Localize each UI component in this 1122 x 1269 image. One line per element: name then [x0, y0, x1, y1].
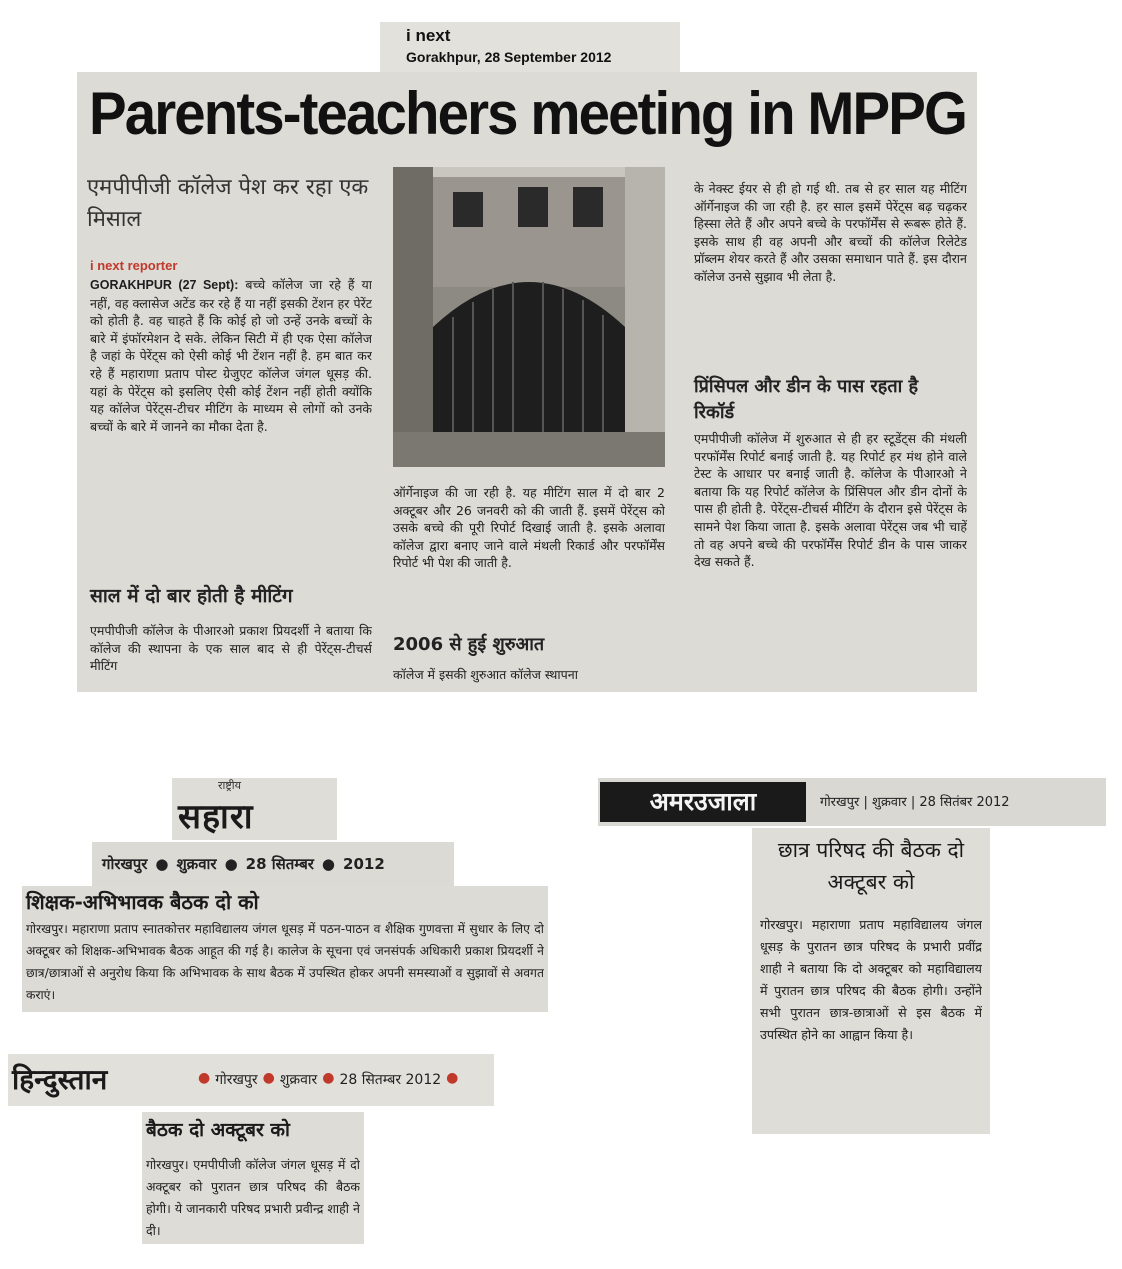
sahara-article-clip — [22, 886, 548, 1012]
sahara-bullet-icon: ● — [321, 855, 336, 873]
sahara-logo: सहारा — [178, 797, 254, 837]
inext-masthead-clip — [380, 22, 680, 74]
inext-article-clip — [77, 72, 977, 692]
inext-subhead: एमपीपीजी कॉलेज पेश कर रहा एक मिसाल — [87, 175, 369, 232]
inext-col3-heading: प्रिंसिपल और डीन के पास रहता है रिकॉर्ड — [694, 376, 919, 423]
hindustan-body: गोरखपुर। एमपीपीजी कॉलेज जंगल धूसड़ में दो अक्टूबर को पुरातन छात्र परिषद की बैठक होगी। ये जानकारी परिषद प्रभारी प्रवीन्द्र शाही ने दी। — [146, 1157, 360, 1238]
bullet-icon: ● — [262, 1070, 275, 1086]
hindustan-city: गोरखपुर — [215, 1072, 258, 1088]
sahara-body: गोरखपुर। महाराणा प्रताप स्नातकोत्तर महाविद्यालय जंगल धूसड़ में पठन-पाठन व शैक्षिक गुणवत्ता में सुधार के लिए दो अक्टूबर को शिक्षक-अभिभावक बैठक आहूत की गई है। कालेज के सूचना एवं जनसंपर्क अधिकारी प्रकाश प्रियदर्शी ने छात्र/छात्राओं से अनुरोध किया कि अभिभावक के साथ बैठक में उपस्थित होकर अपनी समस्याओं व सुझावों से अवगत कराएं। — [26, 922, 544, 1002]
inext-col3-body: के नेक्स्ट ईयर से ही हो गई थी. तब से हर साल यह मीटिंग ऑर्गेनाइज की जा रही है. हर साल इसमें पेरेंट्स बढ़ चढ़कर हिस्सा लेते हैं और अपने बच्चे के परफॉर्मेंस से रूबरू होते हैं. इसके साथ ही वह अपनी और बच्चों की कॉलेज रिलेटेड प्रॉब्लम शेयर करते हैं और उसका समाधान पाते हैं. इस दौरान कॉलेज उनसे सुझाव भी लेता है. — [694, 181, 967, 284]
hindustan-date: 28 सितम्बर 2012 — [339, 1072, 442, 1088]
amarujala-masthead-clip — [598, 778, 1106, 826]
amarujala-headline: छात्र परिषद की बैठक दो अक्टूबर को — [777, 838, 965, 894]
sahara-logo-clip — [172, 778, 337, 840]
sahara-day: शुक्रवार — [176, 855, 217, 873]
hindustan-logo: हिन्दुस्तान — [12, 1063, 108, 1096]
bullet-icon: ● — [198, 1070, 211, 1086]
inext-brand: i next — [406, 26, 451, 45]
inext-col2-body: ऑर्गेनाइज की जा रही है. यह मीटिंग साल में दो बार 2 अक्टूबर और 26 जनवरी को की जाती हैं. इसमें पेरेंट्स को उसके बच्चे की पूरी रिपोर्ट दिखाई जाती है. इसके अलावा कॉलेज द्वारा बनाए जाने वाले मंथली रिकार्ड और परफॉर्मेंस रिपोर्ट भी पेश की जाती है. — [393, 485, 665, 571]
amarujala-body: गोरखपुर। महाराणा प्रताप महाविद्यालय जंगल धूसड़ के पुरातन छात्र परिषद के प्रभारी प्रवींद्र शाही ने बताया कि दो अक्टूबर को महाविद्यालय में पुरातन छात्र परिषद की बैठक होगी। उन्होंने सभी पुरातन छात्र-छात्राओं से इस बैठक में उपस्थित होने का आह्वान किया है। — [760, 917, 982, 1042]
college-gate-photo — [393, 167, 665, 467]
inext-col1-heading: साल में दो बार होती है मीटिंग — [90, 585, 293, 607]
inext-col2-body2: कॉलेज में इसकी शुरुआत कॉलेज स्थापना — [393, 667, 578, 682]
sahara-bullet-icon: ● — [155, 855, 169, 873]
hindustan-dateline — [198, 1070, 458, 1089]
bullet-icon: ● — [322, 1070, 335, 1086]
amarujala-dateline: गोरखपुर | शुक्रवार | 28 सितंबर 2012 — [820, 795, 1010, 810]
sahara-year: 2012 — [343, 855, 385, 873]
inext-col1-text — [90, 276, 372, 548]
sahara-bullet-icon: ● — [224, 855, 238, 873]
sahara-headline: शिक्षक-अभिभावक बैठक दो को — [26, 890, 259, 914]
inext-lead-dateline: GORAKHPUR (27 Sept): — [90, 278, 239, 292]
hindustan-headline: बैठक दो अक्टूबर को — [146, 1119, 290, 1141]
inext-reporter: i next reporter — [90, 258, 178, 273]
amarujala-article-clip — [752, 828, 990, 1134]
inext-dateline: Gorakhpur, 28 September 2012 — [406, 49, 612, 65]
amarujala-logo: अमरउजाला — [600, 782, 806, 822]
hindustan-day: शुक्रवार — [279, 1072, 318, 1088]
hindustan-masthead-clip — [8, 1054, 494, 1106]
inext-col1-body2: एमपीपीजी कॉलेज के पीआरओ प्रकाश प्रियदर्शी ने बताया कि कॉलेज की स्थापना के एक साल बाद से ही पेरेंट्स-टीचर्स मीटिंग — [90, 623, 372, 674]
inext-col2-heading: 2006 से हुई शुरुआत — [393, 634, 545, 655]
inext-col3-body2: एमपीपीजी कॉलेज में शुरुआत से ही हर स्टूडेंट्स की मंथली परफॉर्मेंस रिपोर्ट बनाई जाती है. यह रिपोर्ट हर मंथ होने वाले टेस्ट के आधार पर बनाई जाती है. कॉलेज के पीआरओ ने बताया कि यह रिपोर्ट कॉलेज के प्रिंसिपल और डीन दोनों के पास ही होती है. पेरेंट्स-टीचर्स मीटिंग के दौरान इसे पेरेंट्स के सामने पेश किया जाता है. इसके अलावा पेरेंट्स जब भी चाहें तो वह अपने बच्चे की परफॉर्मेंस रिपोर्ट डीन के पास जाकर देख सकते हैं. — [694, 431, 967, 570]
bullet-icon: ● — [446, 1070, 459, 1086]
sahara-dateline-clip — [92, 842, 454, 886]
inext-headline: Parents-teachers meeting in MPPG — [89, 80, 967, 147]
sahara-date: 28 सितम्बर — [245, 855, 314, 873]
hindustan-article-clip — [142, 1112, 364, 1244]
inext-col1-body: बच्चे कॉलेज जा रहे हैं या नहीं, वह क्लासेज अटेंड कर रहे हैं या नहीं इसकी टेंशन हर पेरेंट को होती है. वह चाहते हैं कि कोई हो जो उन्हें उनके बच्चों के बारे में इंफॉरमेशन दे सके. लेकिन सिटी में ही एक ऐसा कॉलेज है जहां के पेरेंट्स को ऐसी कोई भी टेंशन नहीं है. हम बात कर रहे हैं महाराणा प्रताप पोस्ट ग्रेजुएट कॉलेज जंगल धूसड़ की. यहां के पेरेंट्स को इसलिए ऐसी कोई टेंशन नहीं होती क्योंकि यह कॉलेज पेरेंट्स-टीचर मीटिंग के माध्यम से लोगों को उनके बच्चों के बारे में जानने का मौका देता है. — [90, 277, 372, 434]
sahara-city: गोरखपुर — [102, 855, 148, 873]
sahara-top-word: राष्ट्रीय — [218, 779, 242, 792]
